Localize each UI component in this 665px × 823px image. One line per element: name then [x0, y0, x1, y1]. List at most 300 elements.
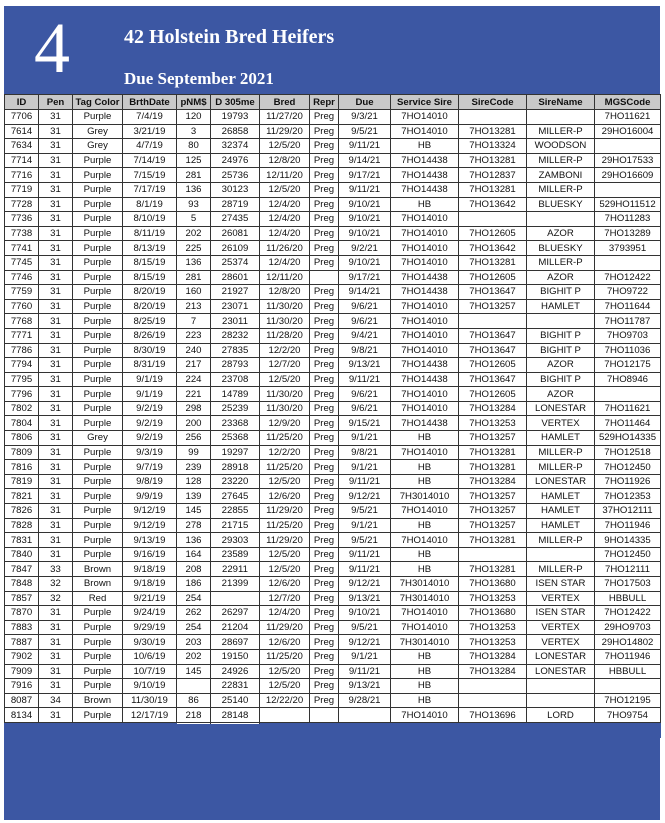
cell-birth-date: 10/7/19 [123, 664, 177, 679]
cell-mgs-code: HBBULL [595, 664, 661, 679]
cell-sire-name: HAMLET [527, 504, 595, 519]
cell-bred: 12/4/20 [260, 255, 310, 270]
cell-birth-date: 9/30/19 [123, 635, 177, 650]
cell-service-sire: 7HO14010 [391, 328, 459, 343]
cell-repr: Preg [310, 664, 339, 679]
cell-pnm: 298 [177, 401, 211, 416]
heifer-table [4, 94, 661, 738]
cell-mgs-code: 7HO12422 [595, 606, 661, 621]
cell-service-sire: HB [391, 518, 459, 533]
cell-service-sire: 7H3014010 [391, 591, 459, 606]
table-row [5, 679, 661, 694]
cell-pnm: 3 [177, 124, 211, 139]
cell-birth-date: 9/18/19 [123, 577, 177, 592]
cell-sire-name: LONESTAR [527, 474, 595, 489]
cell-id: 7828 [5, 518, 39, 533]
cell-id: 7802 [5, 401, 39, 416]
cell-sire-name: VERTEX [527, 416, 595, 431]
cell-sire-code [459, 679, 527, 694]
cell-pen: 31 [39, 460, 73, 475]
cell-id: 7719 [5, 182, 39, 197]
cell-tag-color: Purple [73, 387, 123, 402]
cell-bred: 11/30/20 [260, 299, 310, 314]
column-header-d305me: D 305me [211, 95, 260, 110]
cell-bred: 11/27/20 [260, 110, 310, 125]
cell-pnm: 254 [177, 620, 211, 635]
cell-id: 7831 [5, 533, 39, 548]
cell-tag-color: Purple [73, 255, 123, 270]
cell-mgs-code: 7HO11283 [595, 212, 661, 227]
cell-d305me: 26297 [211, 606, 260, 621]
cell-service-sire: HB [391, 474, 459, 489]
cell-pen: 31 [39, 270, 73, 285]
cell-sire-name: LONESTAR [527, 664, 595, 679]
cell-sire-code: 7HO13257 [459, 299, 527, 314]
cell-sire-name: HAMLET [527, 518, 595, 533]
cell-sire-code: 7HO12605 [459, 226, 527, 241]
cell-sire-code: 7HO13284 [459, 401, 527, 416]
table-row [5, 416, 661, 431]
cell-mgs-code: 7HO9722 [595, 285, 661, 300]
cell-repr: Preg [310, 358, 339, 373]
cell-bred: 12/7/20 [260, 591, 310, 606]
table-row [5, 110, 661, 125]
cell-tag-color: Purple [73, 168, 123, 183]
cell-due: 9/6/21 [339, 314, 391, 329]
cell-tag-color: Purple [73, 226, 123, 241]
cell-bred: 12/5/20 [260, 547, 310, 562]
cell-d305me: 28148 [211, 708, 260, 723]
cell-sire-name: LONESTAR [527, 401, 595, 416]
cell-pen: 31 [39, 328, 73, 343]
cell-id: 7826 [5, 504, 39, 519]
cell-repr: Preg [310, 285, 339, 300]
table-row [5, 635, 661, 650]
column-header-service-sire: Service Sire [391, 95, 459, 110]
table-row [5, 358, 661, 373]
cell-sire-code: 7HO13680 [459, 606, 527, 621]
cell-service-sire: 7HO14010 [391, 708, 459, 723]
cell-pen: 31 [39, 285, 73, 300]
cell-pnm: 213 [177, 299, 211, 314]
cell-id: 7796 [5, 387, 39, 402]
column-header-repr: Repr [310, 95, 339, 110]
cell-repr [310, 708, 339, 723]
cell-tag-color: Purple [73, 518, 123, 533]
cell-sire-code: 7HO13257 [459, 431, 527, 446]
cell-tag-color: Purple [73, 153, 123, 168]
cell-due: 9/6/21 [339, 299, 391, 314]
table-row [5, 255, 661, 270]
cell-sire-code: 7HO13281 [459, 460, 527, 475]
cell-pnm: 160 [177, 285, 211, 300]
cell-service-sire: HB [391, 649, 459, 664]
column-header-pnm: pNM$ [177, 95, 211, 110]
table-row [5, 693, 661, 708]
cell-birth-date: 9/16/19 [123, 547, 177, 562]
cell-mgs-code: 7HO11036 [595, 343, 661, 358]
cell-mgs-code: 37HO12111 [595, 504, 661, 519]
cell-service-sire: HB [391, 460, 459, 475]
cell-sire-name: HAMLET [527, 489, 595, 504]
cell-mgs-code: 7HO11787 [595, 314, 661, 329]
cell-bred: 12/2/20 [260, 445, 310, 460]
cell-birth-date: 9/8/19 [123, 474, 177, 489]
cell-pnm: 136 [177, 182, 211, 197]
cell-repr: Preg [310, 299, 339, 314]
cell-pnm: 221 [177, 387, 211, 402]
cell-pen: 31 [39, 401, 73, 416]
cell-id: 7706 [5, 110, 39, 125]
cell-repr: Preg [310, 577, 339, 592]
cell-service-sire: 7HO14010 [391, 343, 459, 358]
cell-d305me: 28793 [211, 358, 260, 373]
cell-birth-date: 8/11/19 [123, 226, 177, 241]
cell-due: 9/12/21 [339, 577, 391, 592]
cell-sire-name: MILLER-P [527, 460, 595, 475]
cell-due: 9/28/21 [339, 693, 391, 708]
cell-birth-date: 8/20/19 [123, 299, 177, 314]
cell-pnm: 86 [177, 693, 211, 708]
cell-d305me: 28697 [211, 635, 260, 650]
cell-bred: 11/29/20 [260, 533, 310, 548]
cell-birth-date: 8/1/19 [123, 197, 177, 212]
cell-bred: 11/29/20 [260, 504, 310, 519]
cell-pen: 31 [39, 168, 73, 183]
cell-bred: 12/5/20 [260, 664, 310, 679]
cell-birth-date: 4/7/19 [123, 139, 177, 154]
cell-due: 9/12/21 [339, 489, 391, 504]
cell-birth-date: 7/17/19 [123, 182, 177, 197]
cell-service-sire: 7HO14438 [391, 372, 459, 387]
cell-pen: 31 [39, 372, 73, 387]
cell-sire-code [459, 314, 527, 329]
cell-service-sire: 7HO14010 [391, 387, 459, 402]
cell-d305me: 26109 [211, 241, 260, 256]
cell-service-sire: 7HO14010 [391, 110, 459, 125]
cell-pen: 31 [39, 124, 73, 139]
cell-service-sire: HB [391, 679, 459, 694]
cell-repr: Preg [310, 474, 339, 489]
cell-pnm: 125 [177, 153, 211, 168]
cell-repr: Preg [310, 226, 339, 241]
cell-id: 7840 [5, 547, 39, 562]
cell-sire-name: MILLER-P [527, 533, 595, 548]
table-row [5, 649, 661, 664]
cell-repr: Preg [310, 372, 339, 387]
cell-pnm: 254 [177, 591, 211, 606]
cell-d305me [211, 591, 260, 606]
cell-tag-color: Purple [73, 547, 123, 562]
cell-service-sire: 7H3014010 [391, 489, 459, 504]
cell-mgs-code: 29HO16004 [595, 124, 661, 139]
cell-sire-name: AZOR [527, 358, 595, 373]
cell-id: 7745 [5, 255, 39, 270]
cell-pen: 31 [39, 664, 73, 679]
cell-sire-name: MILLER-P [527, 445, 595, 460]
cell-due: 9/8/21 [339, 343, 391, 358]
cell-pen: 31 [39, 416, 73, 431]
cell-repr: Preg [310, 591, 339, 606]
cell-tag-color: Brown [73, 562, 123, 577]
cell-pen: 31 [39, 533, 73, 548]
cell-sire-code: 7HO13647 [459, 285, 527, 300]
cell-sire-name: MILLER-P [527, 182, 595, 197]
cell-service-sire: HB [391, 664, 459, 679]
cell-tag-color: Brown [73, 577, 123, 592]
cell-sire-code: 7HO13253 [459, 591, 527, 606]
cell-d305me: 23368 [211, 416, 260, 431]
cell-mgs-code: 9HO14335 [595, 533, 661, 548]
cell-birth-date: 9/7/19 [123, 460, 177, 475]
cell-sire-name: AZOR [527, 226, 595, 241]
cell-pnm: 223 [177, 328, 211, 343]
cell-birth-date: 7/14/19 [123, 153, 177, 168]
cell-mgs-code: 7HO12450 [595, 460, 661, 475]
cell-repr: Preg [310, 124, 339, 139]
cell-birth-date: 9/29/19 [123, 620, 177, 635]
cell-birth-date: 11/30/19 [123, 693, 177, 708]
cell-service-sire: HB [391, 139, 459, 154]
cell-pnm: 202 [177, 649, 211, 664]
cell-due: 9/17/21 [339, 270, 391, 285]
cell-pnm: 200 [177, 416, 211, 431]
cell-repr [310, 270, 339, 285]
table-row [5, 197, 661, 212]
cell-sire-code: 7HO13253 [459, 416, 527, 431]
cell-mgs-code: 7HO12111 [595, 562, 661, 577]
cell-d305me: 28232 [211, 328, 260, 343]
cell-d305me: 27645 [211, 489, 260, 504]
cell-sire-code: 7HO13647 [459, 343, 527, 358]
cell-mgs-code: 29HO9703 [595, 620, 661, 635]
cell-mgs-code: 7HO11644 [595, 299, 661, 314]
cell-mgs-code: 7HO11926 [595, 474, 661, 489]
cell-tag-color: Purple [73, 504, 123, 519]
table-row [5, 620, 661, 635]
cell-repr: Preg [310, 182, 339, 197]
cell-repr: Preg [310, 110, 339, 125]
cell-repr: Preg [310, 314, 339, 329]
cell-bred [260, 708, 310, 723]
cell-repr: Preg [310, 620, 339, 635]
cell-sire-code: 7HO12605 [459, 387, 527, 402]
cell-tag-color: Purple [73, 285, 123, 300]
cell-pnm: 202 [177, 226, 211, 241]
cell-bred: 12/8/20 [260, 153, 310, 168]
cell-tag-color: Purple [73, 708, 123, 723]
cell-birth-date: 8/13/19 [123, 241, 177, 256]
table-row [5, 124, 661, 139]
cell-id: 7760 [5, 299, 39, 314]
cell-bred: 11/25/20 [260, 649, 310, 664]
column-header-sire-name: SireName [527, 95, 595, 110]
cell-birth-date: 12/17/19 [123, 708, 177, 723]
cell-id: 7795 [5, 372, 39, 387]
cell-due: 9/5/21 [339, 620, 391, 635]
cell-sire-code [459, 693, 527, 708]
cell-mgs-code [595, 255, 661, 270]
cell-sire-code: 7HO13680 [459, 577, 527, 592]
cell-bred: 12/8/20 [260, 285, 310, 300]
table-row [5, 606, 661, 621]
table-row [5, 504, 661, 519]
cell-due: 9/10/21 [339, 212, 391, 227]
cell-bred: 11/30/20 [260, 314, 310, 329]
cell-pen: 31 [39, 139, 73, 154]
cell-bred: 12/4/20 [260, 606, 310, 621]
cell-birth-date: 9/10/19 [123, 679, 177, 694]
cell-repr: Preg [310, 489, 339, 504]
column-header-bred: Bred [260, 95, 310, 110]
cell-repr: Preg [310, 693, 339, 708]
cell-mgs-code [595, 387, 661, 402]
cell-pnm: 128 [177, 474, 211, 489]
cell-service-sire: 7HO14010 [391, 445, 459, 460]
cell-due: 9/11/21 [339, 139, 391, 154]
column-header-tag-color: Tag Color [73, 95, 123, 110]
table-row [5, 241, 661, 256]
cell-due: 9/1/21 [339, 518, 391, 533]
cell-due: 9/1/21 [339, 460, 391, 475]
cell-sire-name: MILLER-P [527, 562, 595, 577]
cell-pen: 31 [39, 255, 73, 270]
cell-birth-date: 8/30/19 [123, 343, 177, 358]
cell-sire-name: WOODSON [527, 139, 595, 154]
cell-sire-code: 7HO13281 [459, 182, 527, 197]
cell-bred: 12/5/20 [260, 474, 310, 489]
cell-tag-color: Purple [73, 110, 123, 125]
cell-pen: 32 [39, 577, 73, 592]
cell-sire-name [527, 212, 595, 227]
cell-tag-color: Purple [73, 649, 123, 664]
cell-bred: 12/4/20 [260, 226, 310, 241]
cell-repr: Preg [310, 562, 339, 577]
cell-repr: Preg [310, 504, 339, 519]
cell-sire-name: LONESTAR [527, 649, 595, 664]
cell-mgs-code: 7HO9754 [595, 708, 661, 723]
cell-pnm: 5 [177, 212, 211, 227]
cell-sire-code: 7HO13257 [459, 518, 527, 533]
cell-mgs-code: 7HO11946 [595, 518, 661, 533]
cell-pen: 34 [39, 693, 73, 708]
cell-birth-date: 9/2/19 [123, 416, 177, 431]
cell-sire-code: 7HO13284 [459, 664, 527, 679]
cell-service-sire: 7HO14010 [391, 606, 459, 621]
cell-pnm [177, 679, 211, 694]
cell-pen: 31 [39, 387, 73, 402]
cell-d305me: 28601 [211, 270, 260, 285]
cell-bred: 12/7/20 [260, 358, 310, 373]
cell-repr: Preg [310, 197, 339, 212]
cell-d305me: 19150 [211, 649, 260, 664]
cell-pnm: 281 [177, 270, 211, 285]
cell-due: 9/6/21 [339, 387, 391, 402]
cell-service-sire: HB [391, 431, 459, 446]
cell-pen: 31 [39, 314, 73, 329]
cell-due: 9/11/21 [339, 182, 391, 197]
cell-repr: Preg [310, 153, 339, 168]
cell-tag-color: Purple [73, 182, 123, 197]
cell-id: 8087 [5, 693, 39, 708]
cell-due: 9/11/21 [339, 547, 391, 562]
column-header-id: ID [5, 95, 39, 110]
table-row [5, 401, 661, 416]
cell-repr: Preg [310, 401, 339, 416]
cell-mgs-code [595, 182, 661, 197]
cell-mgs-code: 29HO17533 [595, 153, 661, 168]
cell-repr: Preg [310, 445, 339, 460]
cell-sire-name: ISEN STAR [527, 606, 595, 621]
cell-sire-name: BIGHIT P [527, 343, 595, 358]
cell-tag-color: Purple [73, 328, 123, 343]
cell-pnm: 224 [177, 372, 211, 387]
cell-d305me: 28719 [211, 197, 260, 212]
cell-id: 7809 [5, 445, 39, 460]
table-row [5, 533, 661, 548]
cell-repr: Preg [310, 416, 339, 431]
cell-bred: 12/9/20 [260, 416, 310, 431]
cell-pen: 31 [39, 518, 73, 533]
cell-sire-code: 7HO13642 [459, 241, 527, 256]
cell-sire-code: 7HO13253 [459, 620, 527, 635]
cell-due: 9/4/21 [339, 328, 391, 343]
cell-bred: 11/25/20 [260, 431, 310, 446]
cell-repr: Preg [310, 635, 339, 650]
cell-sire-code: 7HO13281 [459, 533, 527, 548]
cell-service-sire: 7HO14010 [391, 212, 459, 227]
cell-mgs-code: 7HO11621 [595, 401, 661, 416]
cell-birth-date: 9/3/19 [123, 445, 177, 460]
cell-birth-date: 8/26/19 [123, 328, 177, 343]
cell-service-sire: 7H3014010 [391, 635, 459, 650]
cell-sire-name [527, 110, 595, 125]
table-row [5, 445, 661, 460]
cell-d305me: 32374 [211, 139, 260, 154]
cell-pen: 31 [39, 241, 73, 256]
cell-sire-name: VERTEX [527, 591, 595, 606]
cell-repr: Preg [310, 460, 339, 475]
cell-birth-date: 3/21/19 [123, 124, 177, 139]
cell-pen: 31 [39, 153, 73, 168]
cell-due: 9/14/21 [339, 153, 391, 168]
cell-tag-color: Purple [73, 533, 123, 548]
cell-pnm: 145 [177, 664, 211, 679]
cell-bred: 12/5/20 [260, 679, 310, 694]
cell-sire-name [527, 679, 595, 694]
cell-pnm: 136 [177, 533, 211, 548]
cell-repr: Preg [310, 547, 339, 562]
cell-service-sire: 7HO14438 [391, 270, 459, 285]
cell-service-sire: 7HO14010 [391, 620, 459, 635]
table-row [5, 708, 661, 723]
cell-due: 9/8/21 [339, 445, 391, 460]
cell-d305me: 25374 [211, 255, 260, 270]
cell-pen: 31 [39, 212, 73, 227]
cell-pen: 31 [39, 197, 73, 212]
cell-service-sire: 7HO14010 [391, 124, 459, 139]
cell-sire-code: 7HO13281 [459, 445, 527, 460]
cell-d305me: 28918 [211, 460, 260, 475]
cell-sire-code: 7HO13324 [459, 139, 527, 154]
cell-due: 9/5/21 [339, 124, 391, 139]
cell-service-sire: 7HO14010 [391, 255, 459, 270]
lot-number: 4 [34, 8, 70, 88]
cell-mgs-code: 7HO11464 [595, 416, 661, 431]
cell-mgs-code: 3793951 [595, 241, 661, 256]
cell-id: 7786 [5, 343, 39, 358]
cell-tag-color: Purple [73, 358, 123, 373]
